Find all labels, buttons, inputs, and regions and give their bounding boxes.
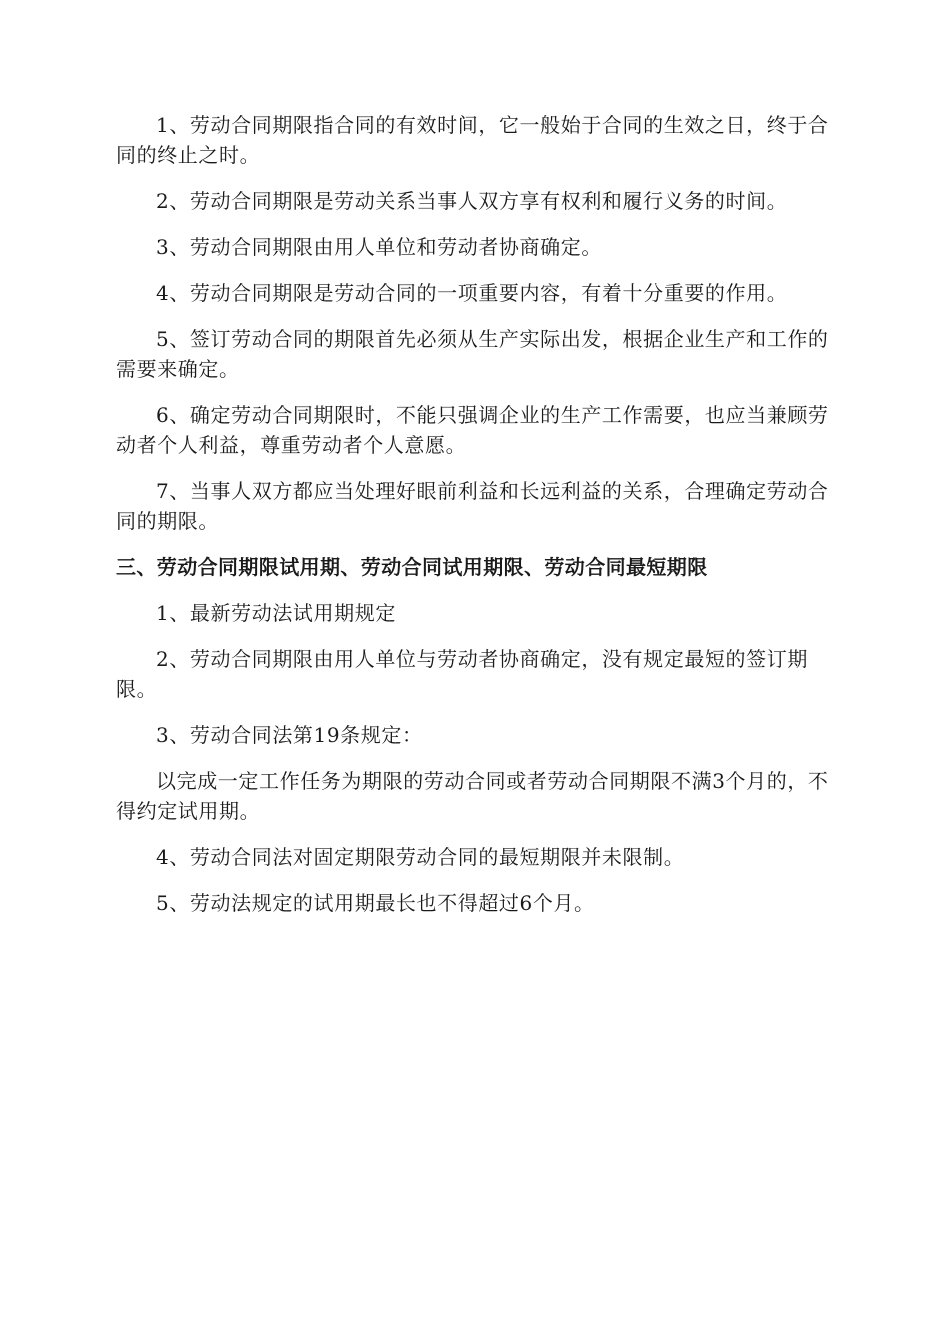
paragraph-3-5: 4、劳动合同法对固定期限劳动合同的最短期限并未限制。 [156, 845, 685, 869]
document-body [116, 110, 834, 934]
paragraph-1-7: 7、当事人双方都应当处理好眼前利益和长远利益的关系，合理确定劳动合同的期限。 [116, 479, 829, 533]
paragraph-1-5: 5、签订劳动合同的期限首先必须从生产实际出发，根据企业生产和工作的需要来确定。 [116, 327, 829, 381]
paragraph-3-2: 2、劳动合同期限由用人单位与劳动者协商确定，没有规定最短的签订期限。 [116, 647, 808, 701]
paragraph-1-3: 3、劳动合同期限由用人单位和劳动者协商确定。 [156, 235, 602, 259]
paragraph-1-2: 2、劳动合同期限是劳动关系当事人双方享有权利和履行义务的时间。 [156, 189, 788, 213]
paragraph-3-3: 3、劳动合同法第19条规定： [156, 723, 423, 747]
section-heading: 三、劳动合同期限试用期、劳动合同试用期限、劳动合同最短期限 [116, 555, 708, 579]
paragraph-1-4: 4、劳动合同期限是劳动合同的一项重要内容，有着十分重要的作用。 [156, 281, 788, 305]
paragraph-3-1: 1、最新劳动法试用期规定 [156, 601, 396, 625]
paragraph-1-1: 1、劳动合同期限指合同的有效时间，它一般始于合同的生效之日，终于合同的终止之时。 [116, 113, 829, 167]
paragraph-3-4: 以完成一定工作任务为期限的劳动合同或者劳动合同期限不满3个月的，不得约定试用期。 [116, 769, 829, 823]
paragraph-3-6: 5、劳动法规定的试用期最长也不得超过6个月。 [156, 891, 595, 915]
paragraph-1-6: 6、确定劳动合同期限时，不能只强调企业的生产工作需要，也应当兼顾劳动者个人利益，尊重劳动者个人意愿。 [116, 403, 829, 457]
